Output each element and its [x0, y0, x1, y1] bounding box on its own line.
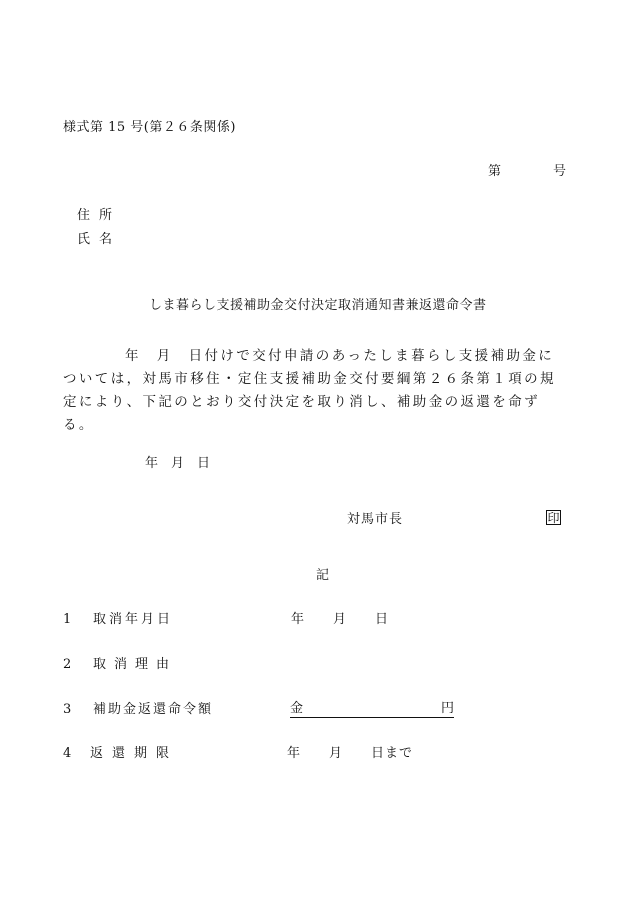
item-number: 4	[63, 746, 72, 761]
address-label: 住所	[77, 208, 122, 223]
name-label: 氏名	[77, 232, 122, 247]
item-label-cancel-reason: 取消理由	[93, 657, 178, 672]
issue-date: 年 月 日	[145, 456, 211, 471]
item-label-return-amount: 補助金返還命令額	[93, 702, 214, 717]
item-label-cancel-date: 取消年月日	[93, 612, 174, 627]
amount-prefix: 金	[290, 701, 304, 716]
item-number: 1	[63, 612, 72, 627]
document-title: しま暮らし支援補助金交付決定取消通知書兼返還命令書	[149, 298, 487, 313]
item-label-return-deadline: 返還期限	[90, 746, 179, 761]
amount-suffix: 円	[440, 701, 454, 716]
seal-mark: 印	[547, 511, 560, 525]
form-number: 様式第 15 号(第２６条関係)	[63, 120, 236, 135]
item-number: 2	[63, 657, 72, 672]
body-paragraph: 年 月 日付けで交付申請のあったしま暮らし支援補助金については，対馬市移住・定住支援補助金交付要綱第２６条第１項の規定により、下記のとおり交付決定を取り消し、補助金の返還を命ずる。	[63, 348, 556, 433]
document-number-label: 第	[488, 164, 502, 179]
item-number: 3	[63, 702, 72, 717]
item-value-cancel-date: 年 月 日	[291, 612, 390, 627]
issuer-name: 対馬市長	[347, 512, 404, 527]
ki-heading: 記	[316, 568, 330, 583]
amount-field	[290, 702, 454, 718]
document-number-suffix: 号	[553, 164, 567, 179]
item-value-return-deadline: 年 月 日まで	[287, 746, 414, 761]
